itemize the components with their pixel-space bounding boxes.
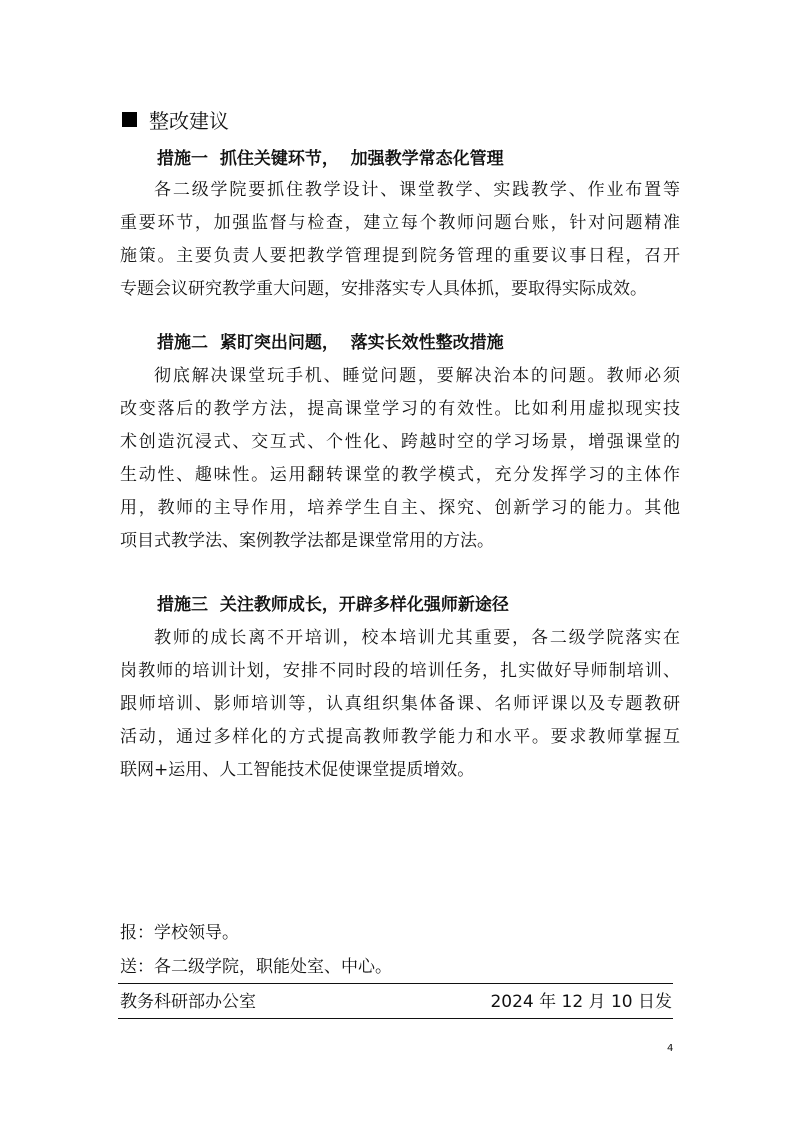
paragraph-line: 专题会议研究教学重大问题，安排落实专人具体抓，要取得实际成效。 [120, 279, 647, 299]
footer-bottom-rule [118, 1018, 673, 1019]
measure-1-paragraph [120, 174, 680, 306]
paragraph-line: 各二级学院要抓住教学设计、课堂教学、实践教学、作业布置等 [154, 180, 680, 200]
paragraph-line: 重要环节，加强监督与检查，建立每个教师问题台账，针对问题精准 [120, 213, 680, 233]
measure-2-title: 措施二 紧盯突出问题， 落实长效性整改措施 [157, 333, 504, 353]
paragraph-line: 施策。主要负责人要把教学管理提到院务管理的重要议事日程，召开 [120, 246, 680, 266]
paragraph-line: 改变落后的教学方法，提高课堂学习的有效性。比如利用虚拟现实技 [120, 399, 680, 419]
paragraph-line: 用，教师的主导作用，培养学生自主、探究、创新学习的能力。其他 [120, 498, 680, 518]
paragraph-line: 生动性、趣味性。运用翻转课堂的教学模式，充分发挥学习的主体作 [120, 465, 680, 485]
paragraph-line: 教师的成长离不开培训，校本培训尤其重要，各二级学院落实在 [154, 628, 680, 648]
paragraph-line: 术创造沉浸式、交互式、个性化、跨越时空的学习场景，增强课堂的 [120, 432, 680, 452]
issue-date: 2024 年 12 月 10 日发 [490, 992, 672, 1012]
paragraph-line: 岗教师的培训计划，安排不同时段的培训任务，扎实做好导师制培训、 [120, 661, 680, 681]
section-title: 整改建议 [149, 108, 229, 133]
paragraph-line: 项目式教学法、案例教学法都是课堂常用的方法。 [120, 531, 494, 551]
measure-2-paragraph [120, 360, 680, 558]
measure-3-paragraph [120, 622, 680, 787]
paragraph-line: 跟师培训、影师培训等，认真组织集体备课、名师评课以及专题教研 [120, 694, 680, 714]
measure-3-title: 措施三 关注教师成长，开辟多样化强师新途径 [157, 595, 509, 615]
paragraph-line: 联网+运用、人工智能技术促使课堂提质增效。 [120, 760, 475, 780]
paragraph-line: 活动，通过多样化的方式提高教师教学能力和水平。要求教师掌握互 [120, 727, 680, 747]
issuer: 教务科研部办公室 [120, 992, 256, 1012]
send-to: 送：各二级学院，职能处室、中心。 [120, 957, 392, 977]
footer-top-rule [118, 983, 673, 984]
page-number: 4 [667, 1043, 674, 1054]
section-heading [122, 104, 229, 134]
paragraph-line: 彻底解决课堂玩手机、睡觉问题，要解决治本的问题。教师必须 [154, 366, 680, 386]
measure-1-title: 措施一 抓住关键环节， 加强教学常态化管理 [157, 149, 504, 169]
black-square-icon [122, 112, 137, 127]
report-to: 报：学校领导。 [120, 923, 239, 943]
